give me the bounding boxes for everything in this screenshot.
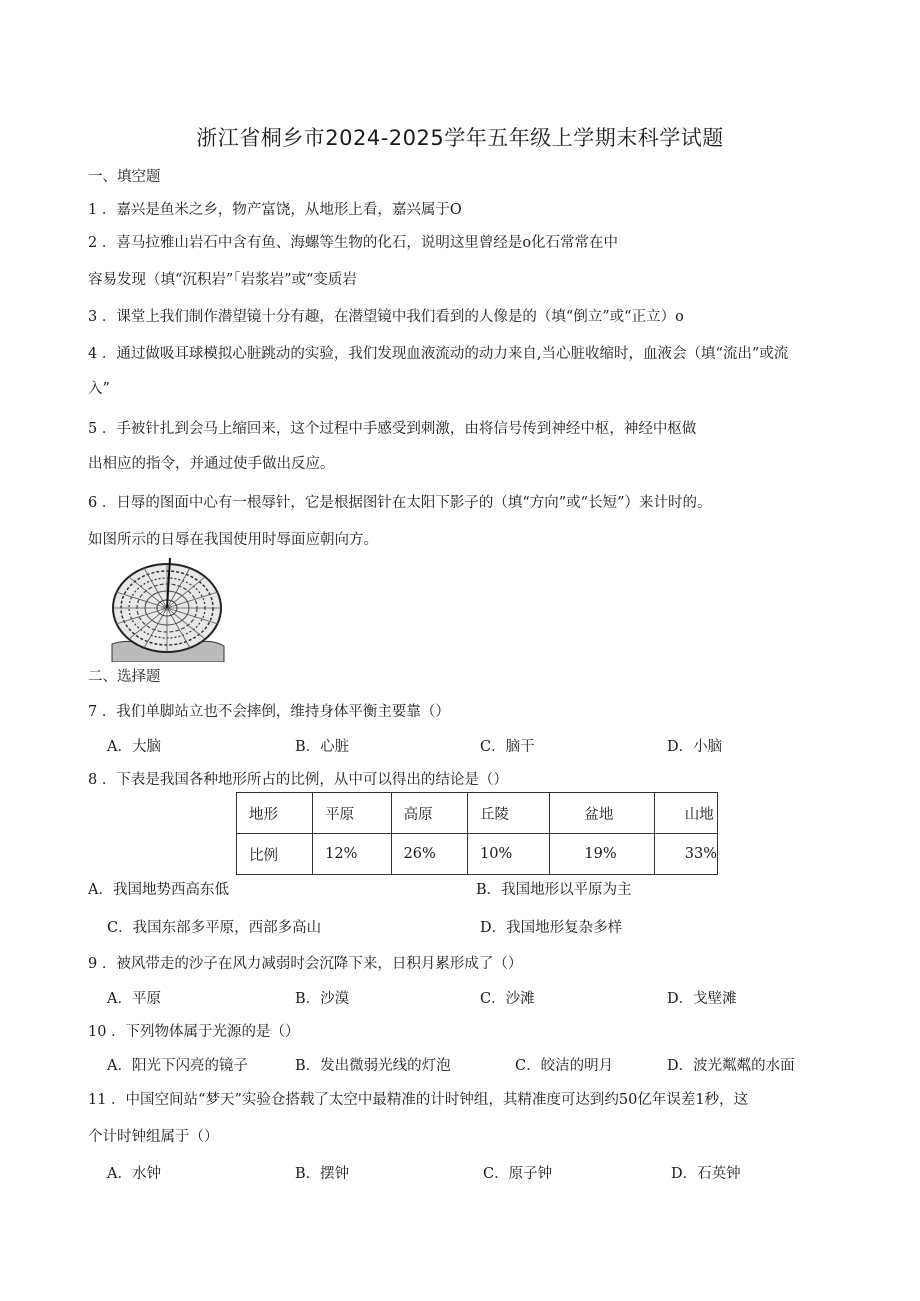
question-7: 7 ．我们单脚站立也不会摔倒，维持身体平衡主要靠（） <box>88 704 450 720</box>
question-10: 10 ．下列物体属于光源的是（） <box>88 1024 300 1040</box>
q9-option-d: D．戈壁滩 <box>667 991 737 1007</box>
table-cell: 盆地 <box>550 793 654 834</box>
question-5-line-2: 出相应的指令，并通过使手做出反应。 <box>88 456 335 472</box>
section-heading-fill-in: 一、填空题 <box>88 169 161 185</box>
section-heading-choice: 二、选择题 <box>88 669 161 685</box>
q11-option-a: A．水钟 <box>107 1166 161 1182</box>
table-cell: 10% <box>468 834 550 875</box>
q7-option-a: A．大脑 <box>107 739 161 755</box>
question-4-line-2: 入” <box>88 381 110 397</box>
q8-option-c: C．我国东部多平原，西部多高山 <box>107 920 322 936</box>
terrain-ratio-table <box>236 792 718 875</box>
q10-option-d: D．波光粼粼的水面 <box>667 1058 795 1074</box>
q7-option-d: D．小脑 <box>667 739 723 755</box>
table-cell: 33% <box>654 834 717 875</box>
q9-option-b: B．沙漠 <box>295 991 350 1007</box>
q11-option-d: D．石英钟 <box>671 1166 741 1182</box>
table-cell: 19% <box>550 834 654 875</box>
q11-option-b: B．摆钟 <box>295 1166 350 1182</box>
table-cell: 比例 <box>237 834 313 875</box>
table-header-row <box>237 793 718 834</box>
question-2-line-2: 容易发现（填“沉积岩”「岩浆岩”或“变质岩 <box>88 272 357 288</box>
q10-option-a: A．阳光下闪亮的镜子 <box>107 1058 248 1074</box>
question-6-line-1: 6 ．日辱的图面中心有一根辱针，它是根据图针在太阳下影子的（填“方向”或“长短”）来计时的。 <box>88 495 712 511</box>
table-cell: 26% <box>391 834 467 875</box>
q8-option-a: A．我国地势西高东低 <box>88 882 229 898</box>
sundial-image <box>110 558 226 662</box>
table-cell: 高原 <box>391 793 467 834</box>
q8-option-b: B．我国地形以平原为主 <box>476 882 632 898</box>
table-cell: 丘陵 <box>468 793 550 834</box>
table-cell: 12% <box>313 834 391 875</box>
question-1: 1 ．嘉兴是鱼米之乡，物产富饶，从地形上看，嘉兴属于O <box>88 202 462 218</box>
q10-option-c: C．皎洁的明月 <box>515 1058 614 1074</box>
question-6-line-2: 如图所示的日辱在我国使用时辱面应朝向方。 <box>88 532 378 548</box>
q8-option-d: D．我国地形复杂多样 <box>480 920 623 936</box>
question-11-line-2: 个计时钟组属于（） <box>88 1129 219 1145</box>
table-cell: 平原 <box>313 793 391 834</box>
q10-option-b: B．发出微弱光线的灯泡 <box>295 1058 451 1074</box>
q11-option-c: C．原子钟 <box>483 1166 553 1182</box>
page-title: 浙江省桐乡市2024-2025学年五年级上学期末科学试题 <box>196 126 724 150</box>
question-8: 8 ．下表是我国各种地形所占的比例，从中可以得出的结论是（） <box>88 772 508 788</box>
table-cell: 地形 <box>237 793 313 834</box>
table-cell: 山地 <box>654 793 717 834</box>
question-9: 9 ．被风带走的沙子在风力减弱时会沉降下来，日积月累形成了（） <box>88 956 523 972</box>
q7-option-b: B．心脏 <box>295 739 350 755</box>
question-3: 3 ．课堂上我们制作潜望镜十分有趣，在潜望镜中我们看到的人像是的（填“倒立”或“正立）o <box>88 309 684 325</box>
table-row <box>237 834 718 875</box>
question-5-line-1: 5 ．手被针扎到会马上缩回来，这个过程中手感受到刺激，由将信号传到神经中枢，神经中枢做 <box>88 421 697 437</box>
q9-option-c: C．沙滩 <box>480 991 535 1007</box>
q9-option-a: A．平原 <box>107 991 161 1007</box>
question-11-line-1: 11 ．中国空间站“梦天”实验仓搭载了太空中最精准的计时钟组，其精准度可达到约50亿年误差1秒，这 <box>88 1092 749 1108</box>
question-2-line-1: 2 ．喜马拉雅山岩石中含有鱼、海螺等生物的化石，说明这里曾经是o化石常常在中 <box>88 235 619 251</box>
question-4-line-1: 4 ．通过做吸耳球模拟心脏跳动的实验，我们发现血液流动的动力来自,当心脏收缩时，血液会（填“流出”或流 <box>88 346 789 362</box>
q7-option-c: C．脑干 <box>480 739 535 755</box>
